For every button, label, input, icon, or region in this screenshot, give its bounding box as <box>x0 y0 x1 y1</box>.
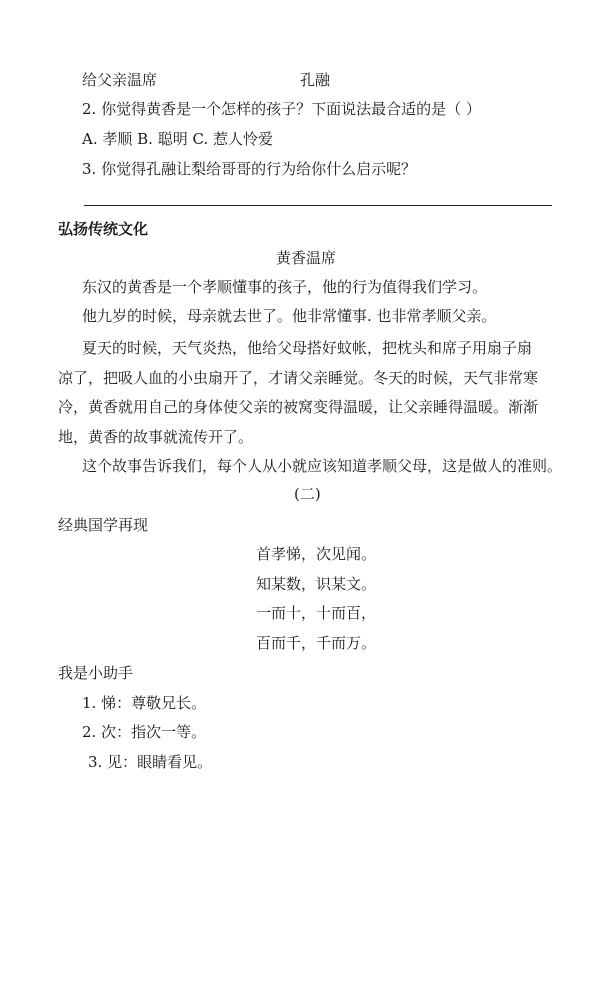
story-moral: 这个故事告诉我们，每个人从小就应该知道孝顺父母，这是做人的准则。 <box>82 457 563 475</box>
question-2: 2. 你觉得黄香是一个怎样的孩子？下面说法最合适的是（ ） <box>82 100 481 118</box>
helper-item: 3. 见：眼睛看见。 <box>88 753 213 771</box>
classic-title: 经典国学再现 <box>58 516 149 534</box>
verse-line: 百而千，千而万。 <box>256 634 377 652</box>
story-paragraph: 他九岁的时候，母亲就去世了。他非常懂事. 也非常孝顺父亲。 <box>82 307 497 325</box>
question-2-options: A. 孝顺 B. 聪明 C. 惹人怜爱 <box>82 130 273 148</box>
match-item-right: 孔融 <box>300 71 331 89</box>
helper-item: 1. 悌：尊敬兄长。 <box>82 694 207 712</box>
answer-line <box>84 205 552 206</box>
question-3: 3. 你觉得孔融让梨给哥哥的行为给你什么启示呢？ <box>82 160 417 178</box>
part-heading: (二) <box>294 485 321 503</box>
story-title: 黄香温席 <box>276 249 337 267</box>
story-paragraph: 夏天的时候，天气炎热，他给父母搭好蚊帐，把枕头和席子用扇子扇 <box>82 339 533 357</box>
story-paragraph: 地，黄香的故事就流传开了。 <box>58 428 254 446</box>
helper-item: 2. 次：指次一等。 <box>82 723 207 741</box>
verse-line: 知某数，识某文。 <box>256 575 377 593</box>
section-title: 弘扬传统文化 <box>58 220 149 238</box>
story-paragraph: 东汉的黄香是一个孝顺懂事的孩子，他的行为值得我们学习。 <box>82 278 488 296</box>
helper-title: 我是小助手 <box>58 664 134 682</box>
story-paragraph: 凉了，把吸人血的小虫扇开了，才请父亲睡觉。冬天的时候，天气非常寒 <box>58 369 539 387</box>
story-paragraph: 冷，黄香就用自己的身体使父亲的被窝变得温暖，让父亲睡得温暖。渐渐 <box>58 398 539 416</box>
verse-line: 首孝悌，次见闻。 <box>256 545 377 563</box>
match-item-left: 给父亲温席 <box>82 71 158 89</box>
verse-line: 一而十，十而百， <box>256 604 377 622</box>
